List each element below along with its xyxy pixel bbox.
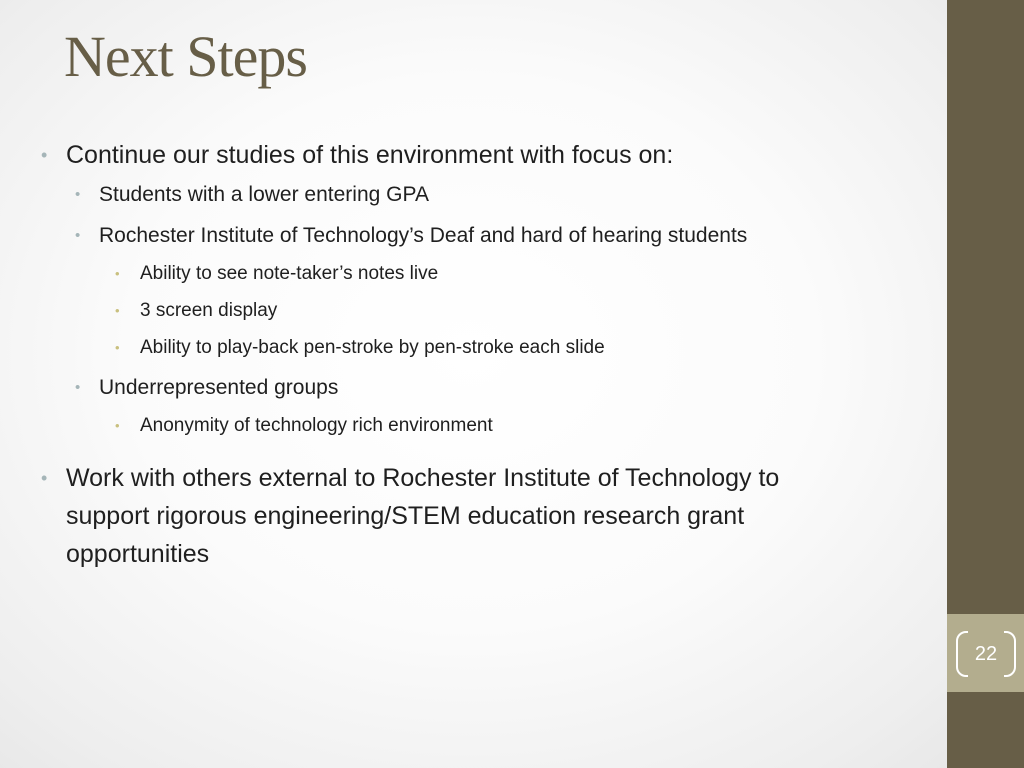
bullet-text: Ability to see note-taker’s notes live (140, 263, 439, 284)
bullet-continuation-line (66, 535, 209, 573)
bullet-item (41, 136, 674, 174)
bullet-text: Rochester Institute of Technology’s Deaf and hard of hearing students (99, 224, 748, 247)
bullet-text-line: opportunities (66, 540, 210, 568)
bullet-dot-icon: • (75, 379, 81, 396)
bullet-dot-icon: • (115, 418, 120, 433)
bullet-item (41, 459, 780, 497)
slide-number: 22 (974, 643, 998, 665)
bullet-dot-icon: • (41, 468, 48, 488)
bullet-dot-icon: • (75, 186, 81, 203)
bullet-dot-icon: • (115, 303, 120, 318)
bullet-continuation-line (66, 497, 744, 535)
sub-bullet-item (75, 221, 748, 251)
slide-title: Next Steps (64, 24, 307, 89)
sub-sub-bullet-item (115, 412, 493, 440)
bullet-dot-icon: • (115, 266, 120, 281)
sub-sub-bullet-item (115, 297, 278, 325)
bullet-dot-icon: • (41, 145, 48, 165)
bullet-text: Students with a lower entering GPA (99, 183, 429, 206)
bullet-text-line: Work with others external to Rochester Institute of Technology to (66, 464, 780, 492)
bullet-text: Ability to play-back pen-stroke by pen-stroke each slide (140, 337, 605, 358)
bullet-dot-icon: • (75, 227, 81, 244)
bullet-text: Anonymity of technology rich environment (140, 415, 493, 436)
bullet-text: 3 screen display (140, 300, 278, 321)
sub-bullet-item (75, 373, 339, 403)
bullet-dot-icon: • (115, 340, 120, 355)
sub-sub-bullet-item (115, 334, 605, 362)
sub-sub-bullet-item (115, 260, 439, 288)
bullet-text-line: support rigorous engineering/STEM education research grant (66, 502, 745, 530)
bullet-text: Continue our studies of this environment with focus on: (66, 141, 674, 169)
sub-bullet-item (75, 180, 429, 210)
bullet-text: Underrepresented groups (99, 376, 339, 399)
